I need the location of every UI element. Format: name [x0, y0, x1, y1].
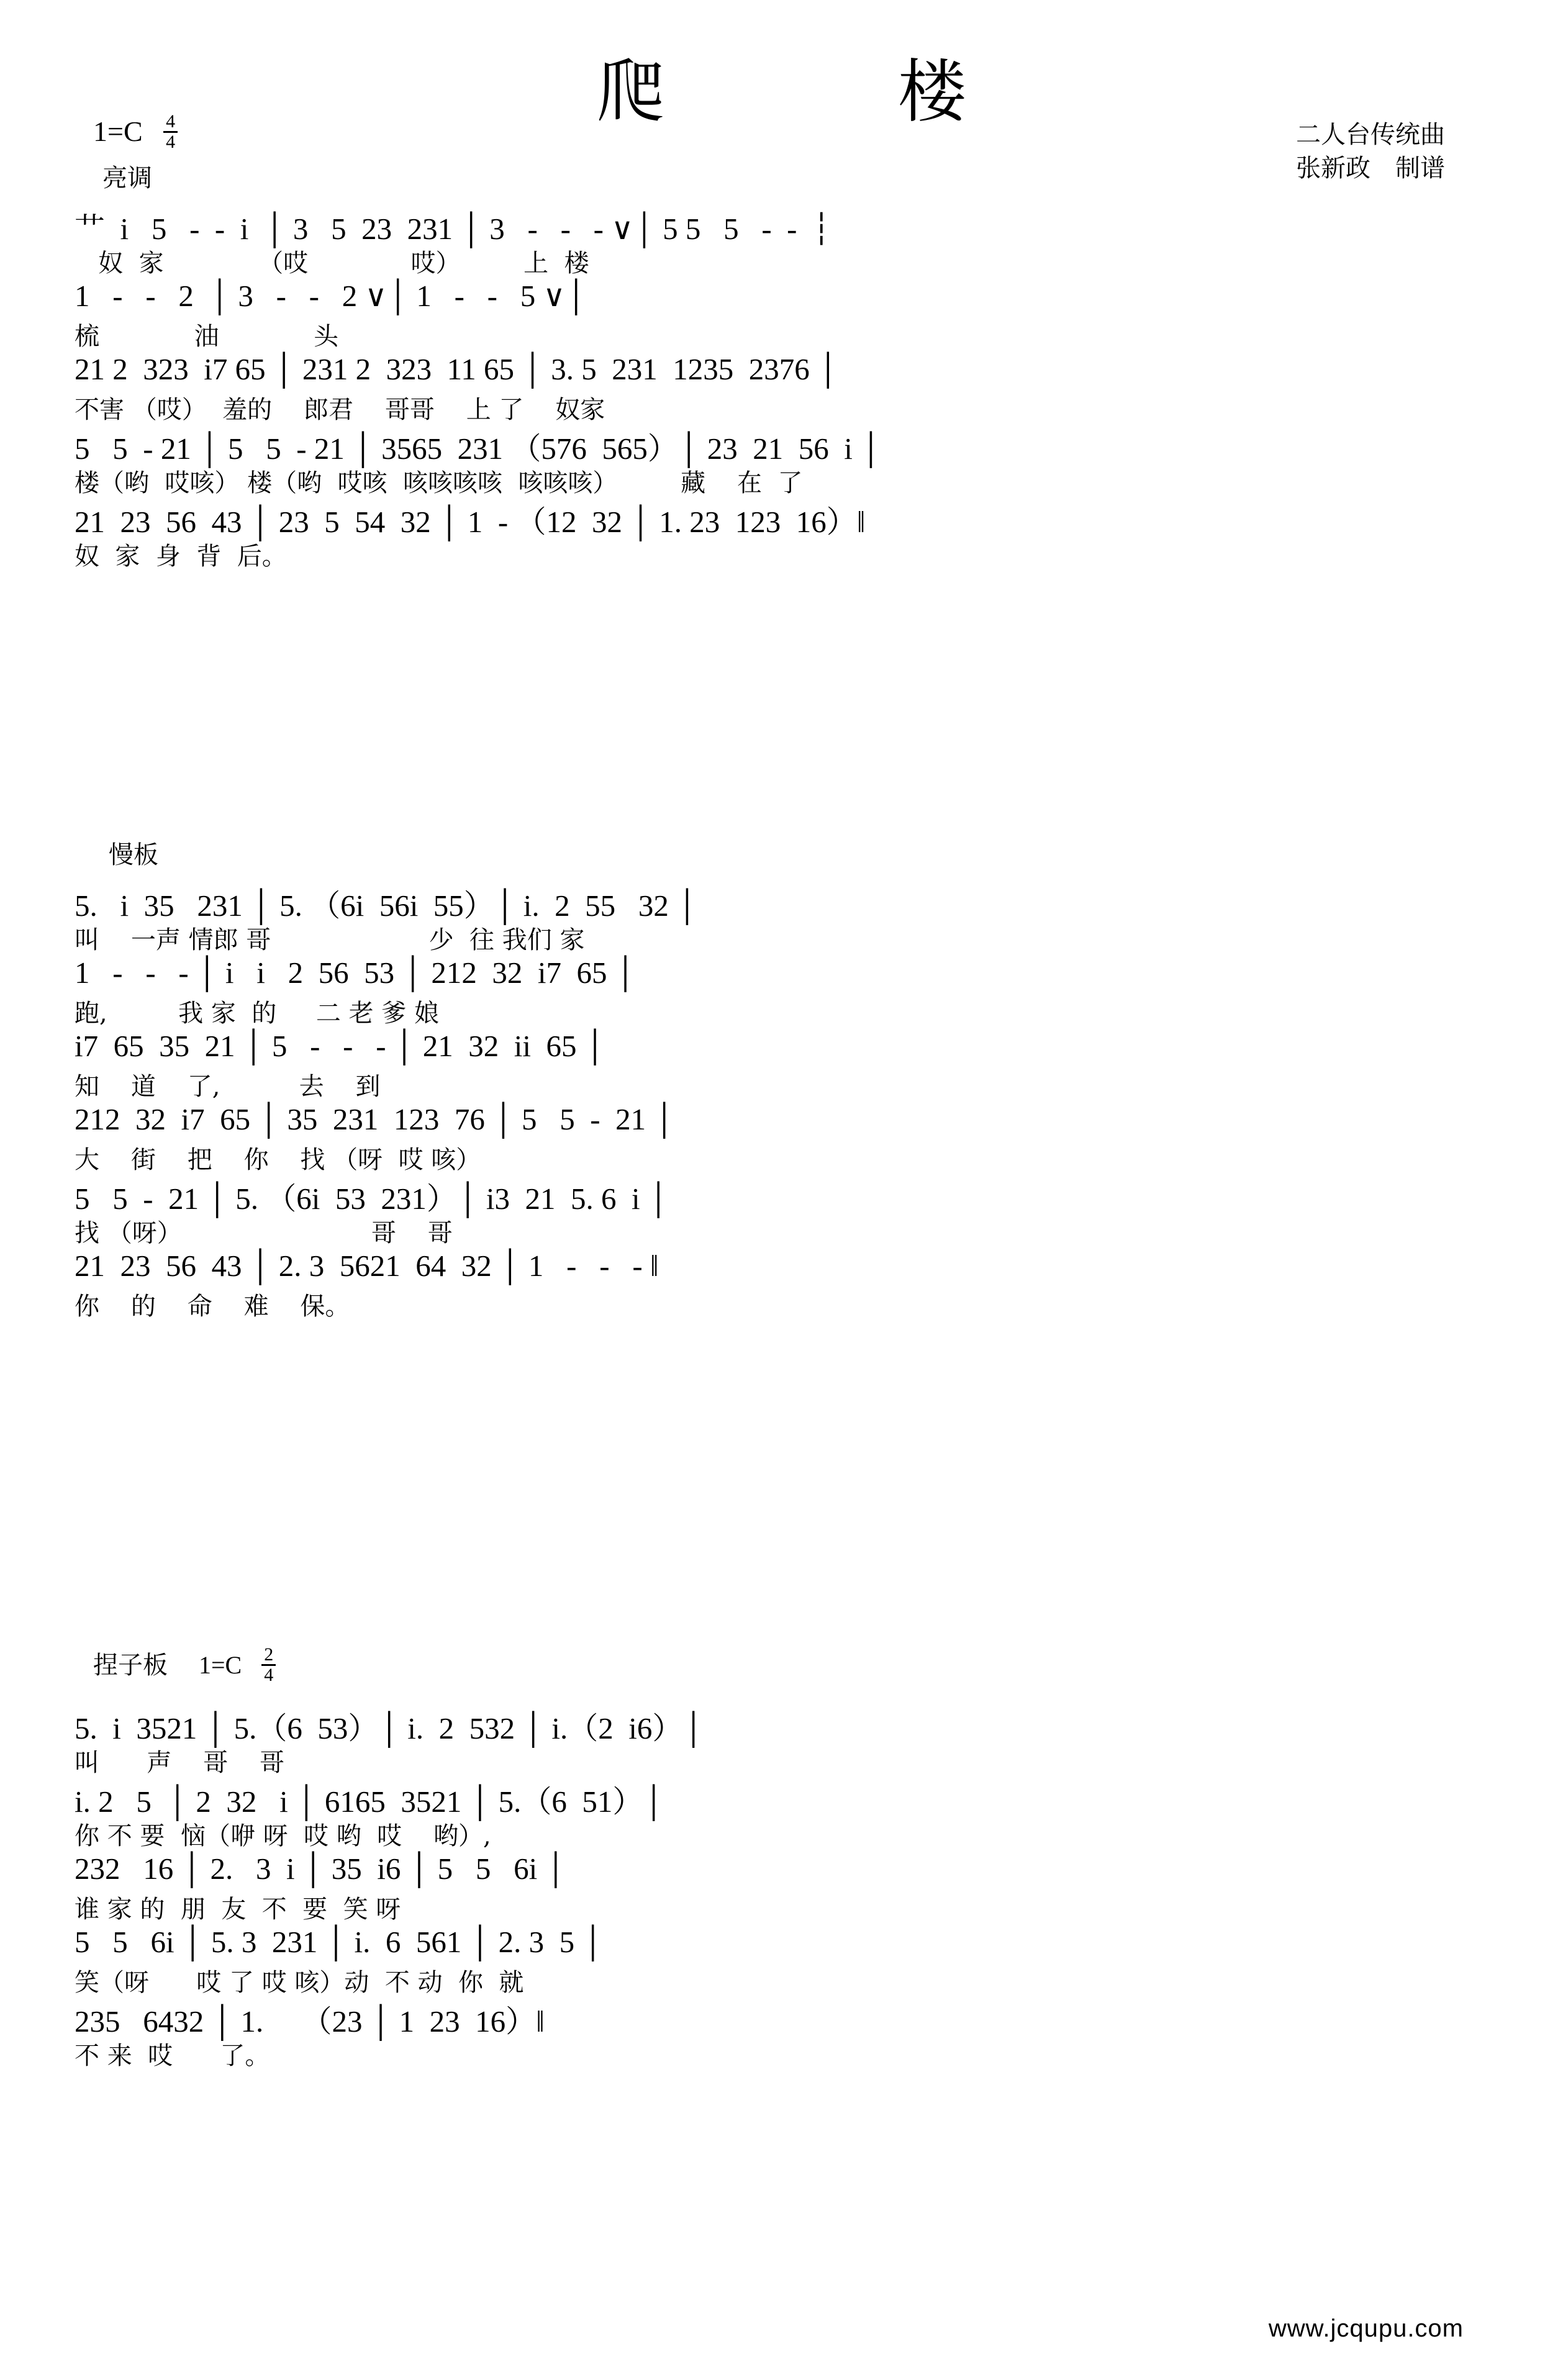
key-label: 1=C [93, 115, 143, 148]
watermark-url: www.jcqupu.com [1268, 2315, 1464, 2342]
lyric-row: 知 道 了, 去 到 [75, 1072, 381, 1101]
staff-line [75, 425, 1503, 498]
staff-line [75, 1028, 1503, 1102]
note-row: 5. i 3521 │ 5.（6 53）│ i. 2 532 │ i.（2 i6）│ [75, 1711, 705, 1745]
lyric-row: 楼（哟 哎咳） 楼（哟 哎咳 咳咳咳咳 咳咳咳） 藏 在 了 [75, 469, 803, 497]
lyric-row: 你 的 命 难 保。 [75, 1292, 350, 1321]
note-row: 21 23 56 43 │ 23 5 54 32 │ 1 - （12 32 │ 1. 23 123 16）‖ [75, 505, 866, 539]
staff-line [75, 1248, 1503, 1321]
staff-line [75, 1102, 1503, 1175]
staff-line [75, 1778, 1503, 1851]
note-row: 5 5 - 21 │ 5. （6i 53 231）│ i3 21 5. 6 i │ [75, 1182, 669, 1216]
note-row: 1 - - 2 │ 3 - - 2 ∨│ 1 - - 5 ∨│ [75, 279, 587, 313]
lyric-row: 找 （呀） 哥 哥 [75, 1219, 453, 1247]
lyric-row: 叫 一声 情郎 哥 少 往 我们 家 [75, 926, 585, 954]
time-denominator: 4 [166, 132, 176, 152]
lyric-row: 大 街 把 你 找 （呀 哎 咳） [75, 1146, 481, 1174]
credit-line-2: 张新政 制谱 [1296, 154, 1445, 182]
time-signature [163, 112, 178, 152]
staff-line [75, 1851, 1503, 1924]
note-row: 21 2 323 i7 65 │ 231 2 323 11 65 │ 3. 5 231 1235 2376 │ [75, 352, 839, 386]
staff-line [75, 882, 1503, 955]
music-system-1 [75, 205, 1503, 571]
note-row: 232 16 │ 2. 3 i │ 35 i6 │ 5 5 6i │ [75, 1852, 567, 1886]
section-time-denominator: 4 [264, 1665, 274, 1686]
lyric-row: 笑（呀 哎 了 哎 咳）动 不 动 你 就 [75, 1968, 524, 1997]
section-marker-slow: 慢板 [109, 841, 158, 869]
section-key-label: 1=C [199, 1651, 242, 1679]
page-title: 爬 楼 [597, 52, 1072, 132]
music-system-3 [75, 1704, 1503, 2071]
staff-line [75, 1924, 1503, 1998]
music-system-2 [75, 882, 1503, 1321]
staff-line [75, 955, 1503, 1028]
note-row: 艹 i 5 - - i │ 3 5 23 231 │ 3 - - - ∨│ 5 5 5 - - ┆ [75, 212, 831, 246]
credits [1296, 118, 1445, 185]
section-label: 捏子板 [93, 1651, 168, 1679]
staff-line [75, 498, 1503, 571]
note-row: i7 65 35 21 │ 5 - - - │ 21 32 ii 65 │ [75, 1029, 606, 1063]
lyric-row: 跑, 我 家 的 二 老 爹 娘 [75, 999, 440, 1028]
note-row: 1 - - - │ i i 2 56 53 │ 212 32 i7 65 │ [75, 956, 637, 990]
lyric-row: 你 不 要 恼（咿 呀 哎 哟 哎 哟）, [75, 1822, 491, 1850]
staff-line [75, 1175, 1503, 1248]
note-row: 5 5 6i │ 5. 3 231 │ i. 6 561 │ 2. 3 5 │ [75, 1925, 604, 1959]
note-row: 5 5 - 21 │ 5 5 - 21 │ 3565 231 （576 565）│ 23 21 56 i │ [75, 432, 882, 466]
note-row: 212 32 i7 65 │ 35 231 123 76 │ 5 5 - 21 │ [75, 1102, 676, 1136]
staff-line [75, 1704, 1503, 1778]
note-row: 235 6432 │ 1. （23 │ 1 23 16）‖ [75, 2004, 545, 2038]
time-numerator: 4 [163, 112, 178, 133]
note-row: 21 23 56 43 │ 2. 3 5621 64 32 │ 1 - - - ‖ [75, 1249, 659, 1283]
staff-line [75, 351, 1503, 425]
lyric-row: 奴 家 身 背 后。 [75, 542, 287, 571]
lyric-row: 谁 家 的 朋 友 不 要 笑 呀 [75, 1895, 401, 1924]
lyric-row: 叫 声 哥 哥 [75, 1749, 285, 1777]
staff-line [75, 1998, 1503, 2071]
lyric-row: 不害 （哎） 羞的 郎君 哥哥 上 了 奴家 [75, 396, 605, 424]
note-row: i. 2 5 │ 2 32 i │ 6165 3521 │ 5.（6 51）│ [75, 1785, 665, 1819]
note-row: 5. i 35 231 │ 5. （6i 56i 55）│ i. 2 55 32 │ [75, 889, 698, 923]
key-signature [93, 111, 178, 154]
lyric-row: 梳 油 头 [75, 322, 433, 351]
section-time-numerator: 2 [261, 1645, 276, 1666]
section-marker-clap [93, 1645, 276, 1687]
section-time-signature [261, 1645, 276, 1685]
staff-line [75, 278, 1503, 351]
mode-label: 亮调 [102, 164, 152, 192]
staff-line [75, 205, 1503, 278]
lyric-row: 奴 家 （哎 哎） 上 楼 [75, 249, 589, 278]
lyric-row: 不 来 哎 了。 [75, 2042, 270, 2070]
credit-line-1: 二人台传统曲 [1296, 120, 1445, 148]
